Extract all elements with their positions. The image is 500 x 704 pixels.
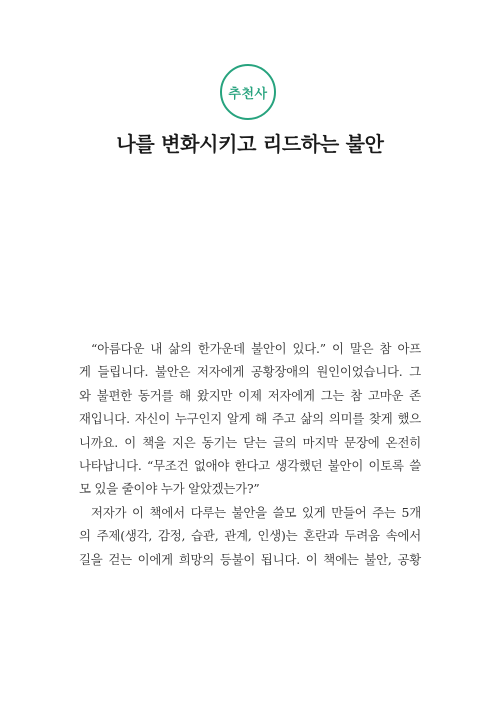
- page-title: 나를 변화시키고 리드하는 불안: [116, 132, 384, 156]
- text-line: 재입니다. 자신이 누구인지 알게 해 주고 삶의 의미를 찾게 했으: [79, 411, 421, 427]
- text-line: 게 들립니다. 불안은 저자에게 공황장애의 원인이었습니다. 그: [79, 364, 421, 380]
- text-line: 모 있을 줄이야 누가 알았겠는가?”: [79, 481, 260, 497]
- text-line: “아름다운 내 삶의 한가운데 불안이 있다.” 이 말은 참 아프: [91, 341, 421, 356]
- body-text: [79, 337, 421, 571]
- text-line: 길을 걷는 이에게 희망의 등불이 됩니다. 이 책에는 불안, 공황: [79, 551, 421, 567]
- paragraph-1: [79, 337, 421, 501]
- recommendation-badge: [220, 64, 276, 120]
- text-line: 니까요. 이 책을 지은 동기는 닫는 글의 마지막 문장에 온전히: [79, 434, 421, 450]
- badge-label: 추천사: [228, 86, 268, 102]
- text-line: 와 불편한 동거를 해 왔지만 이제 저자에게 그는 참 고마운 존: [79, 387, 421, 403]
- text-line: 나타납니다. “무조건 없애야 한다고 생각했던 불안이 이토록 쓸: [79, 457, 421, 473]
- paragraph-2: [79, 501, 421, 571]
- text-line: 저자가 이 책에서 다루는 불안을 쓸모 있게 만들어 주는 5개: [91, 504, 421, 520]
- text-line: 의 주제(생각, 감정, 습관, 관계, 인생)는 혼란과 두려움 속에서: [79, 528, 421, 544]
